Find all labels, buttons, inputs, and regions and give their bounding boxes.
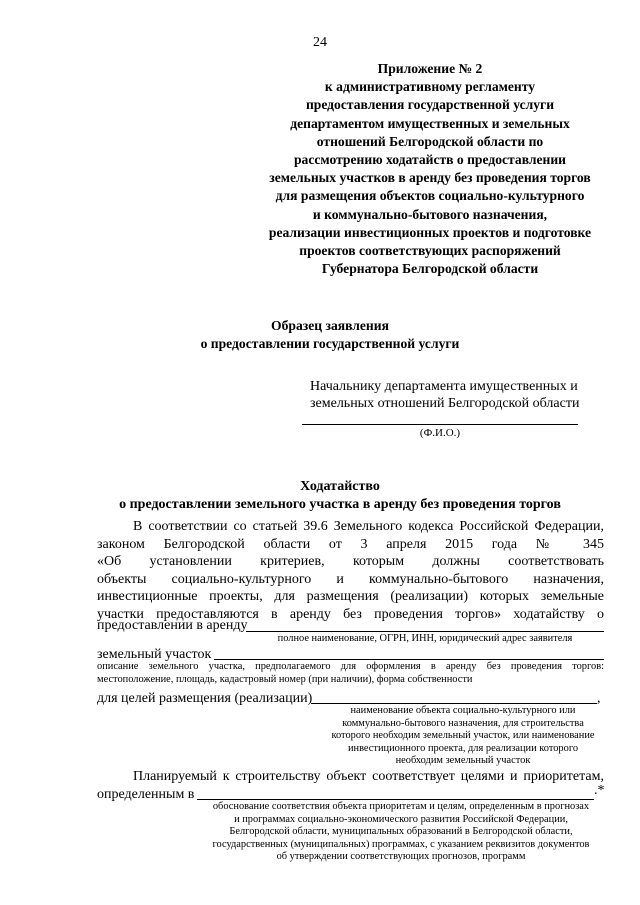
paragraph-line: инвестиционные проекты, для размещения (реализации) которых земельные <box>97 589 604 604</box>
purpose-caption <box>318 705 608 768</box>
sample-title-line2: о предоставлении государственной услуги <box>200 336 460 351</box>
sample-title-line1: Образец заявления <box>271 318 389 333</box>
fio-caption: (Ф.И.О.) <box>419 427 461 439</box>
priorities-end-mark: .* <box>594 783 605 798</box>
sample-title <box>110 317 550 353</box>
purpose-blank-line <box>311 703 597 704</box>
lease-label: предоставлении в аренду <box>97 618 248 633</box>
paragraph-line: объекты социально-культурного и коммунально-бытового назначения, <box>97 571 604 587</box>
purpose-caption-line: инвестиционного проекта, для реализации которого <box>347 742 579 754</box>
paragraph-line: «Об установлении критериев, которым должны соответствовать <box>97 554 604 569</box>
purpose-caption-line: необходим земельный участок <box>395 755 531 767</box>
page-number: 24 <box>313 35 327 50</box>
addressee-block <box>310 378 610 412</box>
priorities-label: определенным в <box>97 787 195 802</box>
appendix-line: Губернатора Белгородской области <box>321 261 539 277</box>
appendix-heading <box>250 60 610 278</box>
petition-title-line1: Ходатайство <box>300 479 380 494</box>
appendix-line: рассмотрению ходатайств о предоставлении <box>293 152 567 168</box>
land-plot-blank-line <box>214 659 604 660</box>
priorities-caption-line: Белгородской области, муниципальных образований в Белгородской области, <box>229 826 573 838</box>
paragraph-line: В соответствии со статьей 39.6 Земельного кодекса Российской Федерации, <box>133 519 604 534</box>
appendix-line: Приложение № 2 <box>377 61 483 76</box>
priorities-blank-line <box>197 799 594 800</box>
petition-title <box>70 478 610 514</box>
petition-title-line2: о предоставлении земельного участка в аренду без проведения торгов <box>119 497 561 512</box>
addressee-line1: Начальнику департамента имущественных и <box>310 379 578 394</box>
applicant-caption: полное наименование, ОГРН, ИНН, юридический адрес заявителя <box>277 633 573 644</box>
paragraph-line: законом Белгородской области от 3 апреля 2015 года № 345 <box>97 536 604 552</box>
appendix-line: земельных участков в аренду без проведения торгов <box>269 170 591 186</box>
addressee-line2: земельных отношений Белгородской области <box>310 396 580 411</box>
purpose-caption-line: коммунально-бытового назначения, для строительства <box>342 717 584 729</box>
appendix-line: к административному регламенту <box>324 79 536 95</box>
applicant-blank-line <box>246 631 604 632</box>
priorities-caption-line: государственных (муниципальных) программах, с указанием реквизитов документов <box>212 838 590 850</box>
appendix-line: предоставления государственной услуги <box>305 97 555 113</box>
appendix-line: и коммунально-бытового назначения, <box>312 206 548 222</box>
priorities-caption-line: об утверждении соответствующих прогнозов, программ <box>276 851 526 863</box>
priorities-caption-line: обоснование соответствия объекта приоритетам и целям, определенным в прогнозах <box>212 801 590 812</box>
appendix-line: проектов соответствующих распоряжений <box>299 243 561 259</box>
fio-blank-line <box>302 424 578 425</box>
land-plot-caption-line2: местоположение, площадь, кадастровый номер (при наличии), форма собственности <box>97 674 473 685</box>
purpose-caption-line: которого необходим земельный участок, или наименование <box>331 730 595 742</box>
purpose-comma: , <box>597 691 601 706</box>
appendix-line: отношений Белгородской области по <box>316 133 544 149</box>
paragraph-2-line1: Планируемый к строительству объект соответствует целями и приоритетам, <box>133 769 604 784</box>
purpose-label: для целей размещения (реализации) <box>97 691 313 706</box>
priorities-caption <box>196 801 606 864</box>
appendix-line: реализации инвестиционных проектов и подготовке <box>268 224 592 240</box>
priorities-caption-line: и программах социально-экономического развития Российской Федерации, <box>234 813 568 825</box>
paragraph-line: участки предоставляются в аренду без проведения торгов» ходатайству о <box>97 606 604 622</box>
purpose-caption-line: наименование объекта социально-культурного или <box>350 705 576 716</box>
land-plot-label: земельный участок <box>97 647 212 662</box>
appendix-line: департаментом имущественных и земельных <box>290 115 570 131</box>
appendix-line: для размещения объектов социально-культурного <box>275 188 585 204</box>
paragraph-1 <box>97 518 604 623</box>
land-plot-caption-line1: описание земельного участка, предполагаемого для оформления в аренду без проведения торгов: <box>97 661 604 672</box>
